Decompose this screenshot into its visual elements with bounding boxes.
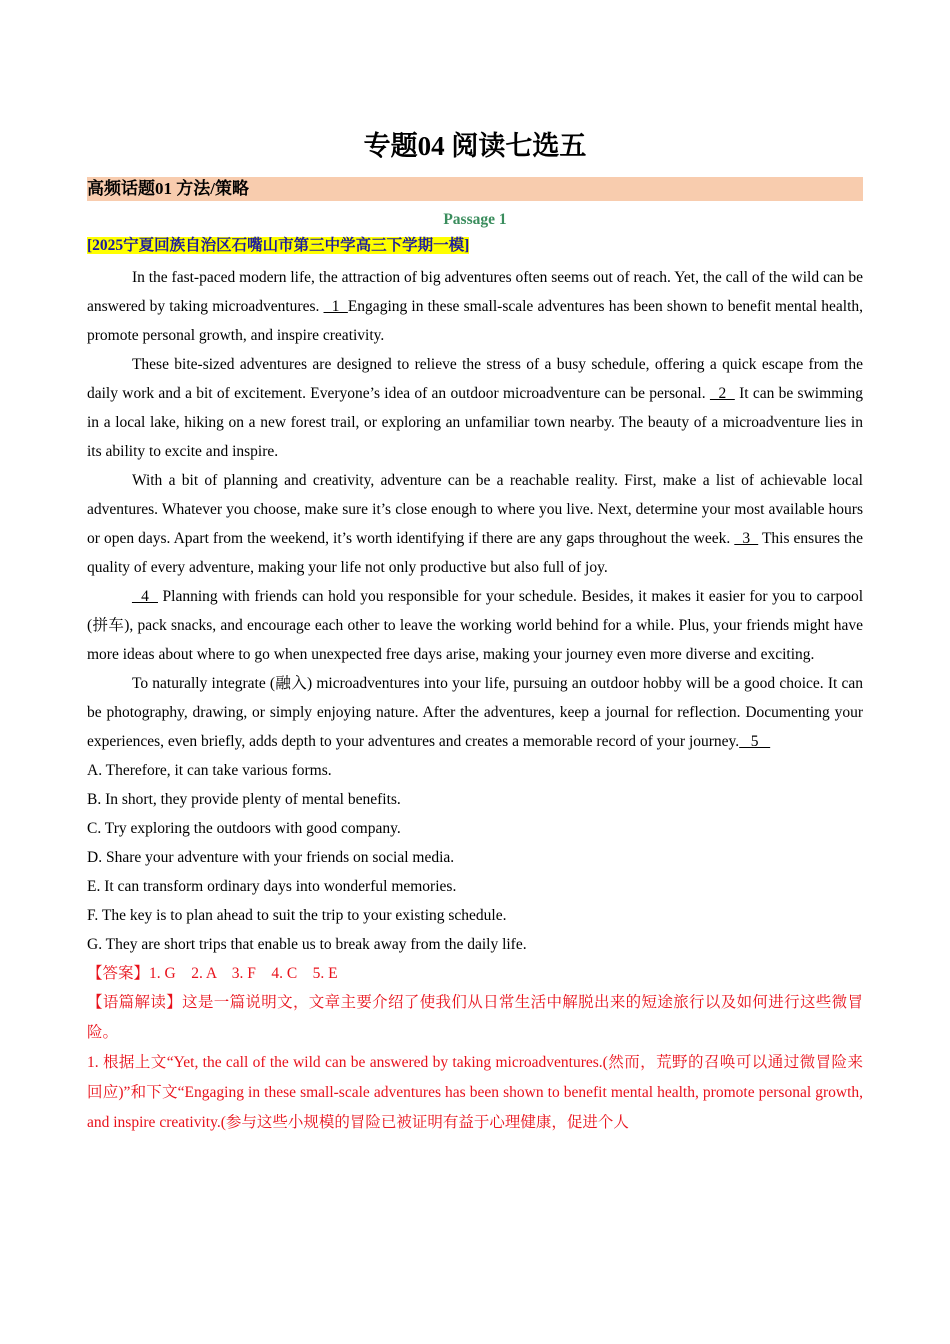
explanation-1: 1. 根据上文“Yet, the call of the wild can be answered by taking microadventures.(然而，荒野的召唤可以通过微冒险来回应)”和下文“Engaging in these small-scale adventures has been shown to benefit mental health, promote personal growth, and inspire creativity.(参与这些小规模的冒险已被证明有益于心理健康，促进个人 <box>87 1054 863 1131</box>
source-line <box>87 235 863 257</box>
paragraph-4-text: Planning with friends can hold you responsible for your schedule. Besides, it makes it easier for you to carpool (拼车), pack snacks, and encourage each other to leave the working world behind for a while. Plus, your friends might have more ideas about where to go when unexpected free days arise, making your journey even more diverse and exciting. <box>87 588 864 663</box>
paragraph-2-text-a: These bite-sized adventures are designed to relieve the stress of a busy schedule, offering a quick escape from the daily work and a bit of excitement. Everyone’s idea of an outdoor microadventure can be personal. <box>87 356 863 402</box>
analysis-label: 【语篇解读】 <box>87 994 183 1011</box>
passage-label: Passage 1 <box>443 211 507 228</box>
answer-label: 【答案】 <box>87 965 150 982</box>
option-f: F. The key is to plan ahead to suit the trip to your existing schedule. <box>87 907 507 924</box>
blank-2[interactable]: 2 <box>709 385 735 402</box>
answer-text: 1. G 2. A 3. F 4. C 5. E <box>149 965 338 982</box>
source-highlight: [2025宁夏回族自治区石嘴山市第三中学高三下学期一模] <box>87 237 470 254</box>
paragraph-4 <box>87 582 863 669</box>
answer-line <box>87 959 863 988</box>
analysis-text: 这是一篇说明文，文章主要介绍了使我们从日常生活中解脱出来的短途旅行以及如何进行这些微冒险。 <box>87 994 863 1041</box>
paragraph-2 <box>87 350 863 466</box>
blank-4[interactable]: 4 <box>131 588 158 605</box>
paragraph-3-text-b: This ensures the quality of every adventure, making your life not only productive but also full of joy. <box>87 530 863 576</box>
paragraph-1-text-a: In the fast-paced modern life, the attraction of big adventures often seems out of reach. Yet, the call of the wild can be answered by taking microadventures. <box>87 269 863 315</box>
page-title: 专题04 阅读七选五 <box>363 131 587 161</box>
paragraph-2-text-b: It can be swimming in a local lake, hiking on a new forest trail, or exploring an unfamiliar town nearby. The beauty of a microadventure lies in its ability to excite and inspire. <box>87 385 863 460</box>
paragraph-5-text: To naturally integrate (融入) microadventures into your life, pursuing an outdoor hobby will be a good choice. It can be photography, drawing, or simply enjoying nature. After the adventures, keep a journal for reflection. Documenting your experiences, even briefly, adds depth to your adventures and creates a memorable record of your journey. <box>87 675 863 750</box>
option-a: A. Therefore, it can take various forms. <box>87 762 332 779</box>
paragraph-5 <box>87 669 863 756</box>
option-e: E. It can transform ordinary days into wonderful memories. <box>87 878 457 895</box>
topic-heading: 高频话题01 方法/策略 <box>87 177 863 201</box>
option-c: C. Try exploring the outdoors with good company. <box>87 820 401 837</box>
paragraph-1 <box>87 263 863 350</box>
paragraph-1-text-b: Engaging in these small-scale adventures has been shown to benefit mental health, promote personal growth, and inspire creativity. <box>87 298 863 344</box>
option-d: D. Share your adventure with your friends on social media. <box>87 849 455 866</box>
option-g: G. They are short trips that enable us to break away from the daily life. <box>87 936 527 953</box>
paragraph-3 <box>87 466 863 582</box>
blank-1[interactable]: 1 <box>323 298 348 315</box>
options-list <box>87 756 863 959</box>
analysis-line <box>87 988 863 1048</box>
blank-5[interactable]: 5 <box>739 733 771 750</box>
document-content <box>87 126 863 1138</box>
paragraph-3-text-a: With a bit of planning and creativity, adventure can be a reachable reality. First, make a list of achievable local adventures. Whatever you choose, make sure it’s close enough to where you live. Next, determine your most available hours or open days. Apart from the weekend, it’s worth identifying if there are any gaps throughout the week. <box>87 472 863 547</box>
option-b: B. In short, they provide plenty of mental benefits. <box>87 791 401 808</box>
blank-3[interactable]: 3 <box>734 530 759 547</box>
